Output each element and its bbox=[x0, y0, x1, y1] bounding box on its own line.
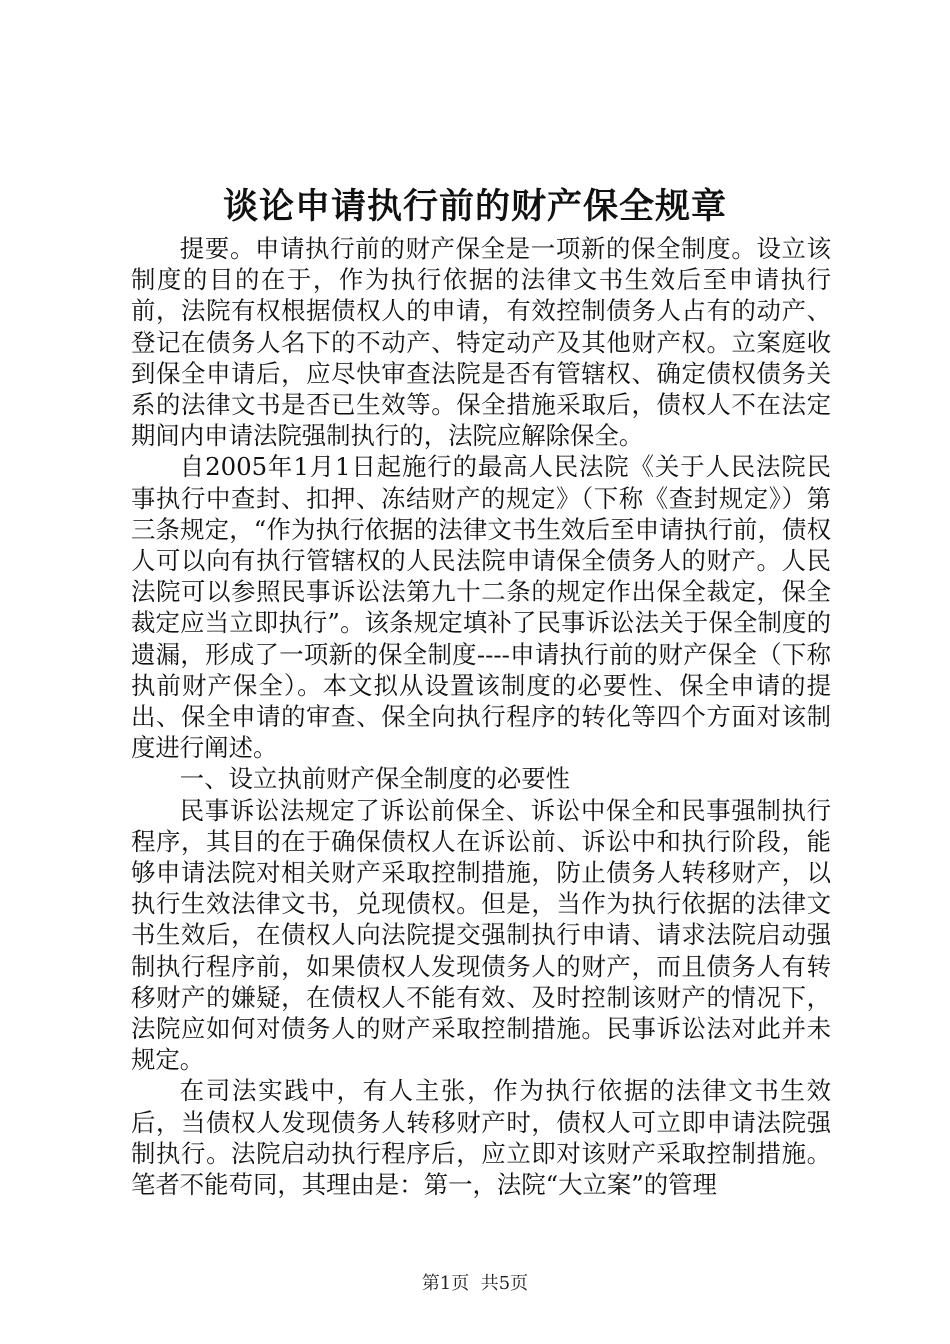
page-footer bbox=[0, 1273, 950, 1295]
section-heading-1: 一、设立执前财产保全制度的必要性 bbox=[179, 764, 571, 794]
total-pages: 共5页 bbox=[480, 1273, 529, 1294]
page-number: 第1页 bbox=[421, 1273, 470, 1294]
document-title: 谈论申请执行前的财产保全规章 bbox=[222, 187, 727, 227]
paragraph-judicial-practice: 在司法实践中，有人主张，作为执行依据的法律文书生效后，当债权人发现债务人转移财产时，债权人可立即申请法院强制执行。法院启动执行程序后，应立即对该财产采取控制措施。笔者不能苟同，其理由是：第一，法院“大立案”的管理 bbox=[131, 1076, 831, 1200]
paragraph-civil-procedure: 民事诉讼法规定了诉讼前保全、诉讼中保全和民事强制执行程序，其目的在于确保债权人在诉讼前、诉讼中和执行阶段，能够申请法院对相关财产采取控制措施，防止债务人转移财产，以执行生效法律文书，兑现债权。但是，当作为执行依据的法律文书生效后，在债权人向法院提交强制执行申请、请求法院启动强制执行程序前，如果债权人发现债务人的财产，而且债务人有转移财产的嫌疑，在债权人不能有效、及时控制该财产的情况下，法院应如何对债务人的财产采取控制措施。民事诉讼法对此并未规定。 bbox=[131, 795, 831, 1075]
document-body bbox=[131, 233, 831, 1200]
paragraph-abstract: 提要。申请执行前的财产保全是一项新的保全制度。设立该制度的目的在于，作为执行依据的法律文书生效后至申请执行前，法院有权根据债权人的申请，有效控制债务人占有的动产、登记在债务人名下的不动产、特定动产及其他财产权。立案庭收到保全申请后，应尽快审查法院是否有管辖权、确定债权债务关系的法律文书是否已生效等。保全措施采取后，债权人不在法定期间内申请法院强制执行的，法院应解除保全。 bbox=[131, 234, 831, 451]
paragraph-regulation: 自2005年1月1日起施行的最高人民法院《关于人民法院民事执行中查封、扣押、冻结财产的规定》（下称《查封规定》）第三条规定，“作为执行依据的法律文书生效后至申请执行前，债权人可以向有执行管辖权的人民法院申请保全债务人的财产。人民法院可以参照民事诉讼法第九十二条的规定作出保全裁定，保全裁定应当立即执行”。该条规定填补了民事诉讼法关于保全制度的遗漏，形成了一项新的保全制度----申请执行前的财产保全（下称执前财产保全）。本文拟从设置该制度的必要性、保全申请的提出、保全申请的审查、保全向执行程序的转化等四个方面对该制度进行阐述。 bbox=[131, 452, 831, 763]
